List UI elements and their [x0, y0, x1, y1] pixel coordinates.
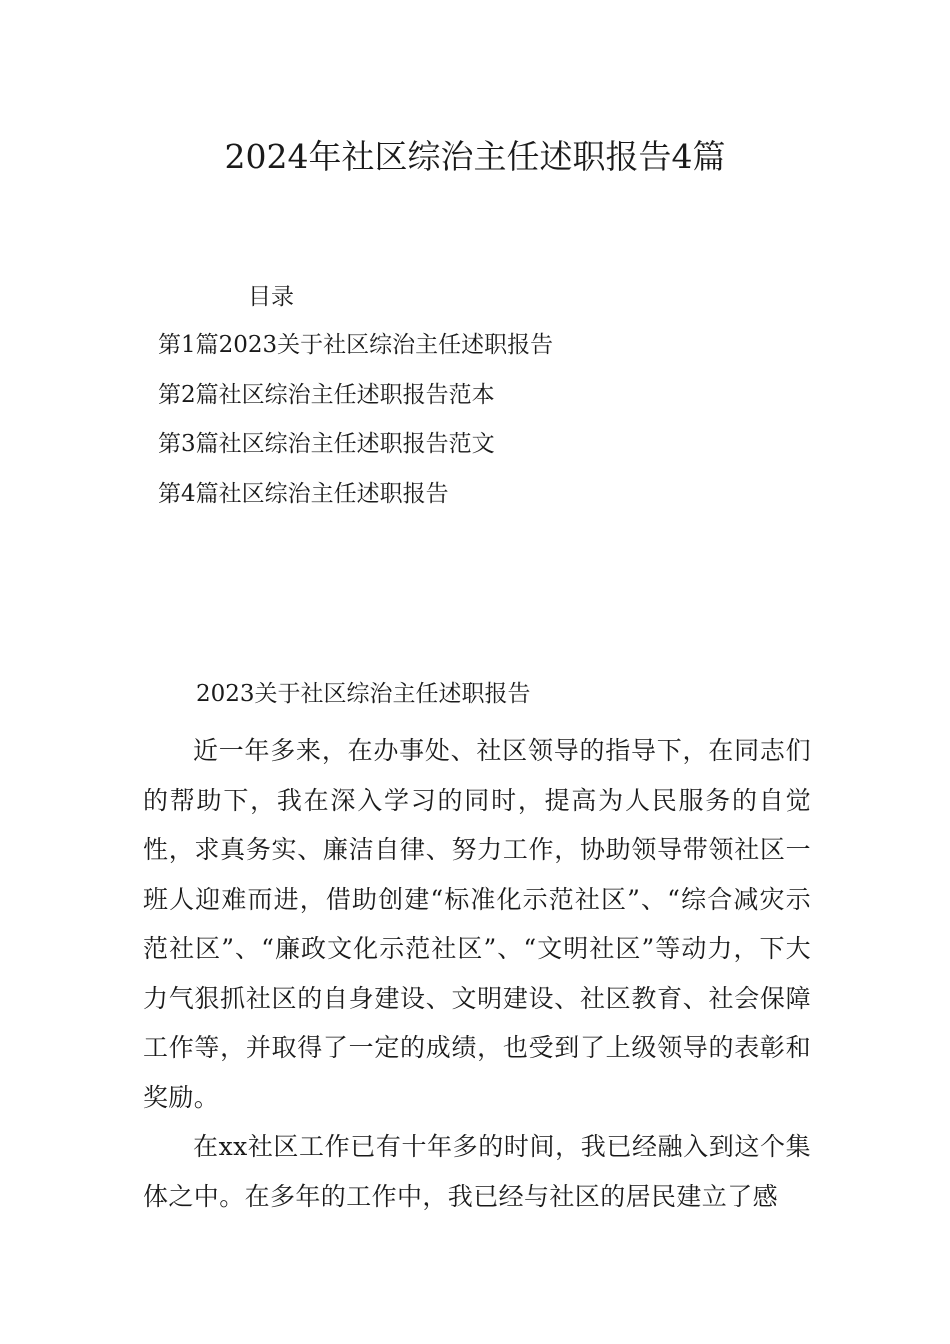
section-body [143, 726, 811, 1221]
body-paragraph-2: 在xx社区工作已有十年多的时间，我已经融入到这个集体之中。在多年的工作中，我已经与社区的居民建立了感 [143, 1132, 811, 1211]
toc-item-1[interactable]: 第1篇2023关于社区综治主任述职报告 [158, 332, 554, 358]
toc-item-3[interactable]: 第3篇社区综治主任述职报告范文 [158, 431, 495, 457]
document-title: 2024年社区综治主任述职报告4篇 [224, 137, 726, 176]
toc-heading: 目录 [248, 284, 294, 310]
table-of-contents [158, 330, 553, 528]
body-paragraph-1: 近一年多来，在办事处、社区领导的指导下，在同志们的帮助下，我在深入学习的同时，提高为人民服务的自觉性，求真务实、廉洁自律、努力工作，协助领导带领社区一班人迎难而进，借助创建“标准化示范社区”、“综合减灾示范社区”、“廉政文化示范社区”、“文明社区”等动力，下大力气狠抓社区的自身建设、文明建设、社区教育、社会保障工作等，并取得了一定的成绩，也受到了上级领导的表彰和奖励。 [143, 736, 811, 1112]
section-title: 2023关于社区综治主任述职报告 [196, 681, 531, 707]
toc-item-4[interactable]: 第4篇社区综治主任述职报告 [158, 480, 449, 507]
toc-item-2[interactable]: 第2篇社区综治主任述职报告范本 [158, 381, 495, 408]
